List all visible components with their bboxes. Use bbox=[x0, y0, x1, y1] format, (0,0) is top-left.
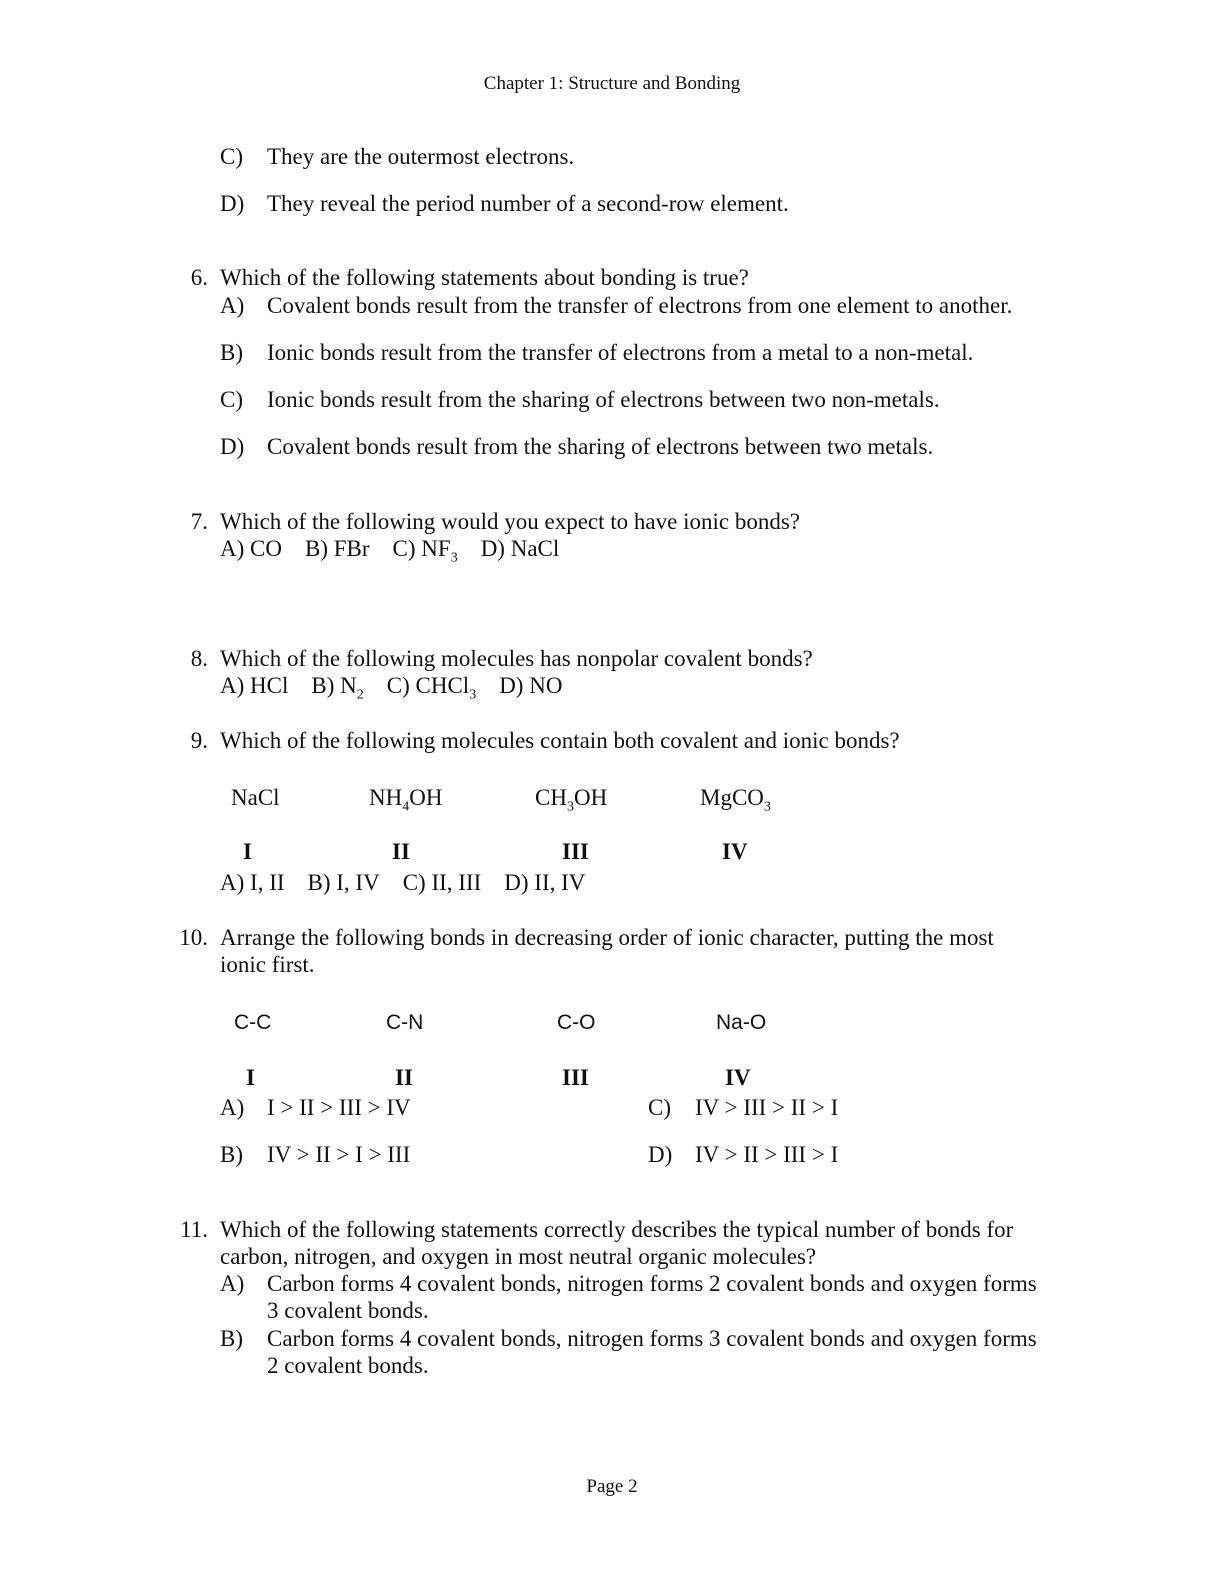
option-label: A) bbox=[220, 1095, 245, 1120]
answer-options-inline bbox=[220, 536, 559, 567]
option-text: NO bbox=[529, 673, 563, 698]
option-label: A) bbox=[220, 673, 245, 698]
option-label: B) bbox=[220, 1326, 243, 1351]
option-text: Ionic bonds result from the sharing of electrons between two non-metals. bbox=[267, 387, 940, 412]
bond-label: C-N bbox=[386, 1011, 424, 1034]
subscript: 3 bbox=[469, 687, 477, 703]
option-text: II, III bbox=[431, 870, 482, 895]
option-label: C) bbox=[220, 144, 243, 169]
option-text: CHCl bbox=[415, 673, 470, 698]
page-number: Page 2 bbox=[586, 1476, 638, 1497]
roman-numeral: III bbox=[562, 1065, 589, 1090]
option-text: IV > II > III > I bbox=[695, 1142, 839, 1167]
question-number: 8. bbox=[190, 646, 208, 671]
option-label: D) bbox=[648, 1142, 673, 1167]
option-text: HCl bbox=[250, 673, 289, 698]
option-label: B) bbox=[220, 1142, 243, 1167]
molecule-formula: $CH_3OH$ bbox=[535, 785, 608, 815]
option-label: B) bbox=[304, 536, 328, 561]
option-label: C) bbox=[392, 536, 416, 561]
option-label: B) bbox=[307, 870, 331, 895]
option-text: N bbox=[340, 673, 357, 698]
option-label: D) bbox=[220, 434, 245, 459]
roman-numeral: II bbox=[392, 839, 410, 864]
subscript: 2 bbox=[356, 687, 364, 703]
option-text: Covalent bonds result from the sharing of electrons between two metals. bbox=[267, 434, 934, 459]
question-text: carbon, nitrogen, and oxygen in most neutral organic molecules? bbox=[220, 1244, 817, 1269]
option-text: Carbon forms 4 covalent bonds, nitrogen forms 3 covalent bonds and oxygen forms bbox=[267, 1326, 1037, 1351]
option-text: I, II bbox=[250, 870, 285, 895]
option-label: D) bbox=[504, 870, 529, 895]
molecule-formula: NaCl bbox=[231, 785, 280, 810]
option-text: They are the outermost electrons. bbox=[267, 144, 575, 169]
option-text: 3 covalent bonds. bbox=[267, 1298, 429, 1323]
page-header bbox=[0, 73, 1224, 95]
option-text: IV > II > I > III bbox=[267, 1142, 411, 1167]
option-text: FBr bbox=[333, 536, 370, 561]
molecule-formula: MgCO$_3$ bbox=[700, 785, 771, 815]
option-text: II, IV bbox=[534, 870, 586, 895]
option-text: Carbon forms 4 covalent bonds, nitrogen forms 2 covalent bonds and oxygen forms bbox=[267, 1271, 1037, 1296]
question-text: Which of the following molecules contain both covalent and ionic bonds? bbox=[220, 728, 900, 753]
option-text: They reveal the period number of a second-row element. bbox=[267, 191, 789, 216]
chapter-title: Chapter 1: Structure and Bonding bbox=[483, 73, 741, 94]
option-label: B) bbox=[311, 673, 335, 698]
question-text: Which of the following statements about bonding is true? bbox=[220, 265, 749, 290]
subscript: 3 bbox=[450, 550, 458, 566]
question-number: 7. bbox=[190, 509, 208, 534]
option-label: A) bbox=[220, 870, 245, 895]
bond-label: C-O bbox=[557, 1011, 596, 1034]
option-text: NaCl bbox=[510, 536, 560, 561]
option-label: D) bbox=[499, 673, 524, 698]
option-label: C) bbox=[220, 387, 243, 412]
answer-options-inline bbox=[220, 673, 562, 704]
molecule-formula: $NH_4OH$ bbox=[369, 785, 443, 815]
question-number: 9. bbox=[190, 728, 208, 753]
option-text: Ionic bonds result from the transfer of electrons from a metal to a non-metal. bbox=[267, 340, 974, 365]
option-text: CO bbox=[250, 536, 282, 561]
option-label: C) bbox=[648, 1095, 671, 1120]
question-text: Which of the following molecules has nonpolar covalent bonds? bbox=[220, 646, 813, 671]
bond-label: C-C bbox=[234, 1011, 272, 1034]
roman-numeral: III bbox=[562, 839, 589, 864]
question-text: Which of the following would you expect to have ionic bonds? bbox=[220, 509, 800, 534]
option-label: D) bbox=[220, 191, 245, 216]
answer-options-inline bbox=[220, 870, 585, 896]
option-label: C) bbox=[386, 673, 410, 698]
question-number: 11. bbox=[180, 1217, 208, 1242]
option-text: 2 covalent bonds. bbox=[267, 1353, 429, 1378]
option-text: Covalent bonds result from the transfer of electrons from one element to another. bbox=[267, 293, 1013, 318]
option-text: I > II > III > IV bbox=[267, 1095, 411, 1120]
roman-numeral: I bbox=[243, 839, 252, 864]
option-text: I, IV bbox=[336, 870, 380, 895]
roman-numeral: IV bbox=[725, 1065, 751, 1090]
roman-numeral: I bbox=[246, 1065, 255, 1090]
page-footer bbox=[0, 1476, 1224, 1498]
question-text: ionic first. bbox=[220, 952, 315, 977]
bond-label: Na-O bbox=[716, 1011, 767, 1034]
question-text: Arrange the following bonds in decreasing order of ionic character, putting the most bbox=[220, 925, 994, 950]
option-text: NF bbox=[421, 536, 451, 561]
option-label: A) bbox=[220, 1271, 245, 1296]
roman-numeral: IV bbox=[722, 839, 748, 864]
roman-numeral: II bbox=[395, 1065, 413, 1090]
question-text: Which of the following statements correctly describes the typical number of bonds for bbox=[220, 1217, 1014, 1242]
option-label: C) bbox=[402, 870, 426, 895]
option-label: A) bbox=[220, 293, 245, 318]
question-number: 10. bbox=[179, 925, 208, 950]
option-text: IV > III > II > I bbox=[695, 1095, 839, 1120]
question-number: 6. bbox=[190, 265, 208, 290]
option-label: B) bbox=[220, 340, 243, 365]
option-label: D) bbox=[480, 536, 505, 561]
option-label: A) bbox=[220, 536, 245, 561]
